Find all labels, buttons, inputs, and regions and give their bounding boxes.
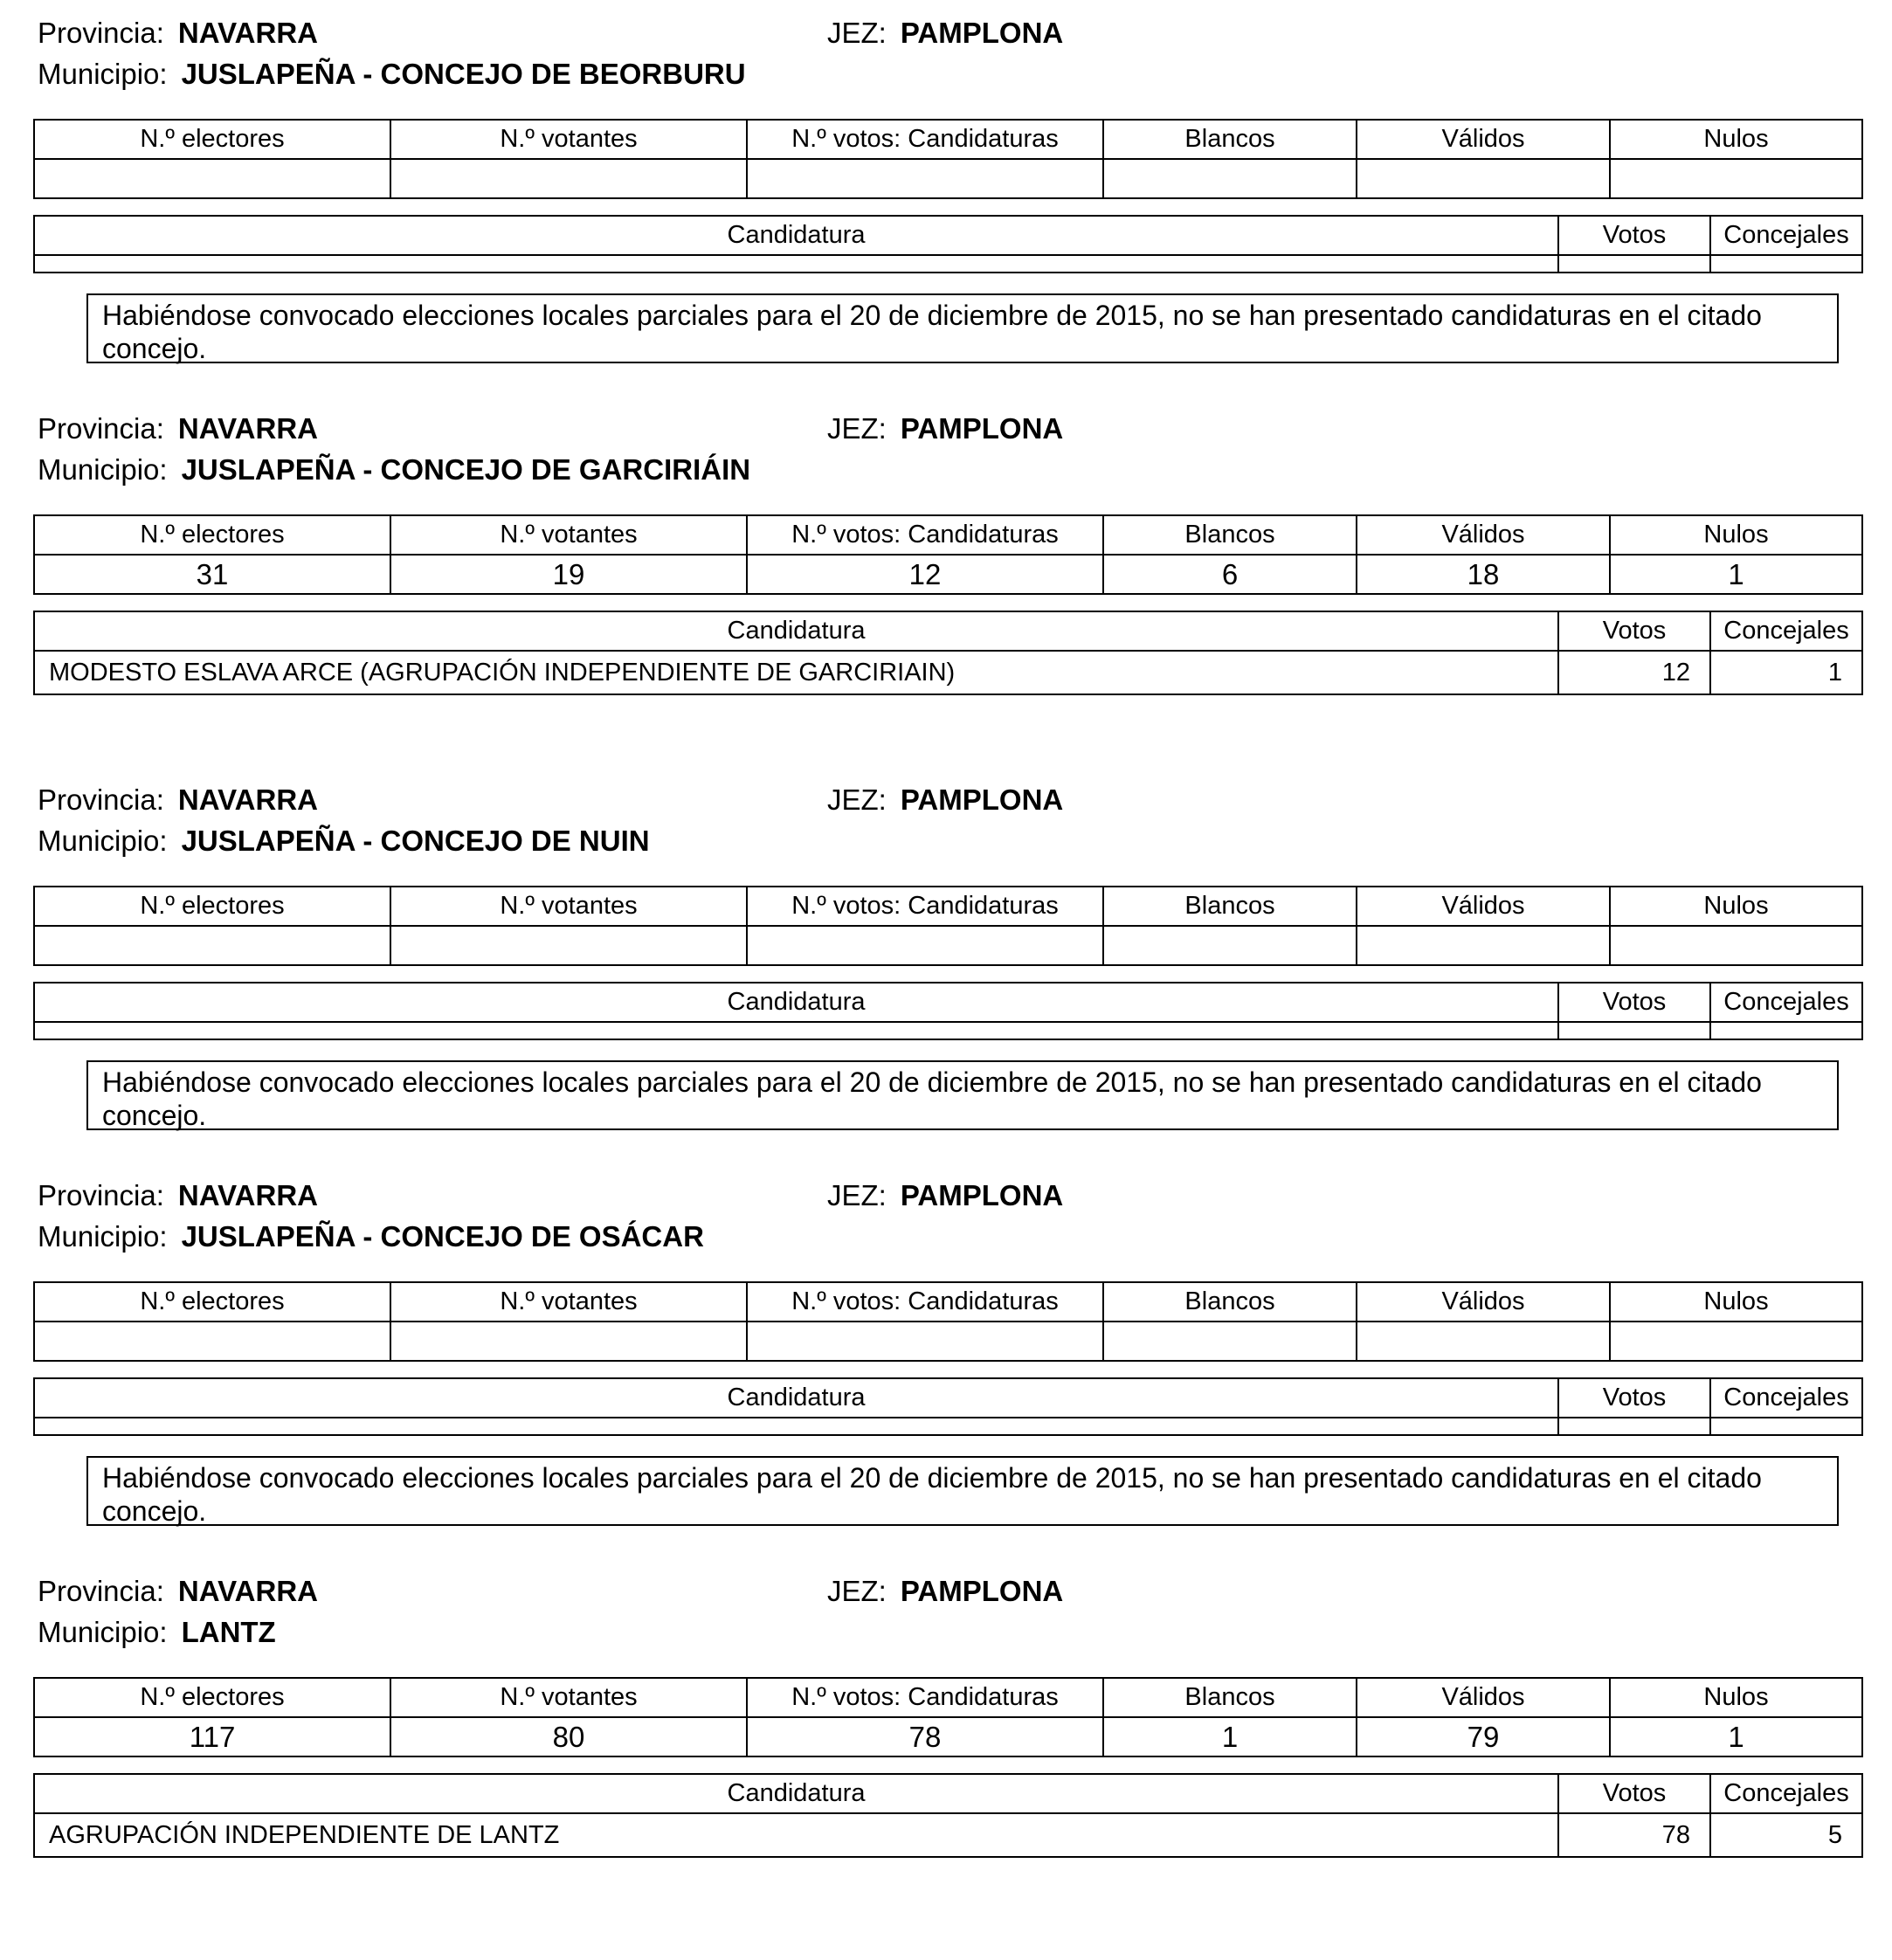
nulos-value: [1610, 159, 1862, 198]
candidaturas-table: [33, 611, 1863, 695]
candidatura-votos: [1558, 1022, 1710, 1039]
electores-header: N.º electores: [34, 515, 390, 555]
validos-header: Válidos: [1357, 887, 1610, 926]
candidatura-concejales: [1710, 1418, 1862, 1435]
jez-value: PAMPLONA: [900, 1179, 1064, 1211]
stats-table: [33, 1281, 1863, 1362]
blancos-header: Blancos: [1103, 1678, 1357, 1717]
nulos-header: Nulos: [1610, 515, 1862, 555]
votos-candidaturas-header: N.º votos: Candidaturas: [747, 120, 1103, 159]
results-block-nuin: [0, 767, 1892, 1169]
candidatura-name: AGRUPACIÓN INDEPENDIENTE DE LANTZ: [34, 1813, 1558, 1857]
provincia-line: [38, 411, 318, 446]
candidatura-votos: [1558, 1418, 1710, 1435]
electores-value: [34, 1322, 390, 1361]
results-block-garciriain: [0, 396, 1892, 797]
validos-value: [1357, 926, 1610, 965]
blancos-header: Blancos: [1103, 1282, 1357, 1322]
blancos-value: [1103, 926, 1357, 965]
votantes-header: N.º votantes: [390, 1282, 747, 1322]
candidatura-name: [34, 1022, 1558, 1039]
votantes-value: [390, 926, 747, 965]
provincia-line: [38, 1574, 318, 1609]
candidaturas-table: [33, 1773, 1863, 1858]
provincia-line: [38, 1178, 318, 1213]
nulos-value: 1: [1610, 1717, 1862, 1756]
provincia-value: NAVARRA: [177, 17, 318, 49]
blancos-value: 1: [1103, 1717, 1357, 1756]
electores-header: N.º electores: [34, 887, 390, 926]
municipio-value: JUSLAPEÑA - CONCEJO DE NUIN: [181, 825, 650, 857]
votantes-header: N.º votantes: [390, 887, 747, 926]
candidatura-concejales: [1710, 255, 1862, 273]
nulos-header: Nulos: [1610, 1678, 1862, 1717]
electores-value: 31: [34, 555, 390, 594]
jez-label: JEZ:: [827, 1179, 887, 1211]
validos-value: 79: [1357, 1717, 1610, 1756]
votos-candidaturas-header: N.º votos: Candidaturas: [747, 1678, 1103, 1717]
votos-candidaturas-value: [747, 926, 1103, 965]
votantes-value: [390, 1322, 747, 1361]
validos-value: [1357, 1322, 1610, 1361]
jez-line: [827, 1574, 1063, 1609]
electores-header: N.º electores: [34, 120, 390, 159]
candidatura-votos: 12: [1558, 651, 1710, 694]
municipio-value: JUSLAPEÑA - CONCEJO DE GARCIRIÁIN: [181, 453, 751, 486]
candidaturas-table: [33, 982, 1863, 1040]
municipio-value: LANTZ: [181, 1616, 276, 1648]
candidaturas-table: [33, 1377, 1863, 1436]
no-candidaturas-notice: Habiéndose convocado elecciones locales parciales para el 20 de diciembre de 2015, no se han presentado candidaturas en el citado concejo.: [86, 1060, 1839, 1130]
provincia-line: [38, 16, 318, 51]
municipio-label: Municipio:: [38, 1220, 168, 1253]
candidaturas-table: [33, 215, 1863, 273]
provincia-value: NAVARRA: [177, 783, 318, 816]
jez-label: JEZ:: [827, 412, 887, 445]
concejales-header: Concejales: [1710, 1378, 1862, 1418]
electores-header: N.º electores: [34, 1678, 390, 1717]
jez-line: [827, 16, 1063, 51]
validos-value: [1357, 159, 1610, 198]
municipio-value: JUSLAPEÑA - CONCEJO DE BEORBURU: [181, 58, 746, 90]
provincia-label: Provincia:: [38, 1575, 164, 1607]
votos-header: Votos: [1558, 983, 1710, 1022]
votos-candidaturas-header: N.º votos: Candidaturas: [747, 1282, 1103, 1322]
municipio-label: Municipio:: [38, 1616, 168, 1648]
votantes-header: N.º votantes: [390, 120, 747, 159]
votos-header: Votos: [1558, 216, 1710, 255]
nulos-header: Nulos: [1610, 1282, 1862, 1322]
no-candidaturas-notice: Habiéndose convocado elecciones locales parciales para el 20 de diciembre de 2015, no se han presentado candidaturas en el citado concejo.: [86, 293, 1839, 363]
candidatura-name: [34, 255, 1558, 273]
candidatura-name: [34, 1418, 1558, 1435]
electores-header: N.º electores: [34, 1282, 390, 1322]
results-block-beorburu: [0, 0, 1892, 402]
municipio-value: JUSLAPEÑA - CONCEJO DE OSÁCAR: [181, 1220, 704, 1253]
stats-table: [33, 514, 1863, 595]
results-block-lantz: [0, 1558, 1892, 1960]
validos-value: 18: [1357, 555, 1610, 594]
votantes-value: [390, 159, 747, 198]
provincia-value: NAVARRA: [177, 1179, 318, 1211]
jez-value: PAMPLONA: [900, 17, 1064, 49]
validos-header: Válidos: [1357, 1678, 1610, 1717]
candidatura-concejales: 1: [1710, 651, 1862, 694]
candidatura-votos: 78: [1558, 1813, 1710, 1857]
results-block-osacar: [0, 1163, 1892, 1564]
votos-header: Votos: [1558, 1378, 1710, 1418]
blancos-header: Blancos: [1103, 515, 1357, 555]
municipio-line: [38, 824, 650, 859]
jez-label: JEZ:: [827, 783, 887, 816]
candidatura-header: Candidatura: [34, 983, 1558, 1022]
provincia-value: NAVARRA: [177, 412, 318, 445]
votantes-header: N.º votantes: [390, 515, 747, 555]
candidatura-header: Candidatura: [34, 216, 1558, 255]
candidatura-name: MODESTO ESLAVA ARCE (AGRUPACIÓN INDEPENDIENTE DE GARCIRIAIN): [34, 651, 1558, 694]
municipio-label: Municipio:: [38, 453, 168, 486]
validos-header: Válidos: [1357, 1282, 1610, 1322]
nulos-value: [1610, 1322, 1862, 1361]
validos-header: Válidos: [1357, 120, 1610, 159]
concejales-header: Concejales: [1710, 611, 1862, 651]
votos-candidaturas-value: 12: [747, 555, 1103, 594]
candidatura-header: Candidatura: [34, 1774, 1558, 1813]
provincia-line: [38, 783, 318, 818]
concejales-header: Concejales: [1710, 1774, 1862, 1813]
candidatura-concejales: 5: [1710, 1813, 1862, 1857]
electores-value: [34, 926, 390, 965]
jez-line: [827, 411, 1063, 446]
blancos-value: [1103, 159, 1357, 198]
votantes-value: 19: [390, 555, 747, 594]
jez-line: [827, 783, 1063, 818]
jez-value: PAMPLONA: [900, 1575, 1064, 1607]
stats-table: [33, 886, 1863, 966]
provincia-value: NAVARRA: [177, 1575, 318, 1607]
no-candidaturas-notice: Habiéndose convocado elecciones locales parciales para el 20 de diciembre de 2015, no se han presentado candidaturas en el citado concejo.: [86, 1456, 1839, 1526]
candidatura-votos: [1558, 255, 1710, 273]
nulos-value: 1: [1610, 555, 1862, 594]
provincia-label: Provincia:: [38, 1179, 164, 1211]
nulos-header: Nulos: [1610, 120, 1862, 159]
blancos-header: Blancos: [1103, 120, 1357, 159]
stats-table: [33, 119, 1863, 199]
concejales-header: Concejales: [1710, 216, 1862, 255]
blancos-value: [1103, 1322, 1357, 1361]
votantes-header: N.º votantes: [390, 1678, 747, 1717]
votos-header: Votos: [1558, 611, 1710, 651]
blancos-value: 6: [1103, 555, 1357, 594]
provincia-label: Provincia:: [38, 412, 164, 445]
jez-label: JEZ:: [827, 1575, 887, 1607]
votos-candidaturas-header: N.º votos: Candidaturas: [747, 515, 1103, 555]
stats-table: [33, 1677, 1863, 1757]
jez-line: [827, 1178, 1063, 1213]
candidatura-header: Candidatura: [34, 1378, 1558, 1418]
municipio-label: Municipio:: [38, 825, 168, 857]
concejales-header: Concejales: [1710, 983, 1862, 1022]
votos-header: Votos: [1558, 1774, 1710, 1813]
jez-value: PAMPLONA: [900, 783, 1064, 816]
votos-candidaturas-value: [747, 159, 1103, 198]
electores-value: [34, 159, 390, 198]
jez-label: JEZ:: [827, 17, 887, 49]
municipio-line: [38, 452, 750, 487]
municipio-line: [38, 1615, 276, 1650]
nulos-header: Nulos: [1610, 887, 1862, 926]
provincia-label: Provincia:: [38, 17, 164, 49]
candidatura-concejales: [1710, 1022, 1862, 1039]
municipio-line: [38, 57, 746, 92]
jez-value: PAMPLONA: [900, 412, 1064, 445]
validos-header: Válidos: [1357, 515, 1610, 555]
provincia-label: Provincia:: [38, 783, 164, 816]
municipio-line: [38, 1219, 704, 1254]
electores-value: 117: [34, 1717, 390, 1756]
votantes-value: 80: [390, 1717, 747, 1756]
nulos-value: [1610, 926, 1862, 965]
municipio-label: Municipio:: [38, 58, 168, 90]
blancos-header: Blancos: [1103, 887, 1357, 926]
votos-candidaturas-value: [747, 1322, 1103, 1361]
votos-candidaturas-header: N.º votos: Candidaturas: [747, 887, 1103, 926]
votos-candidaturas-value: 78: [747, 1717, 1103, 1756]
candidatura-header: Candidatura: [34, 611, 1558, 651]
